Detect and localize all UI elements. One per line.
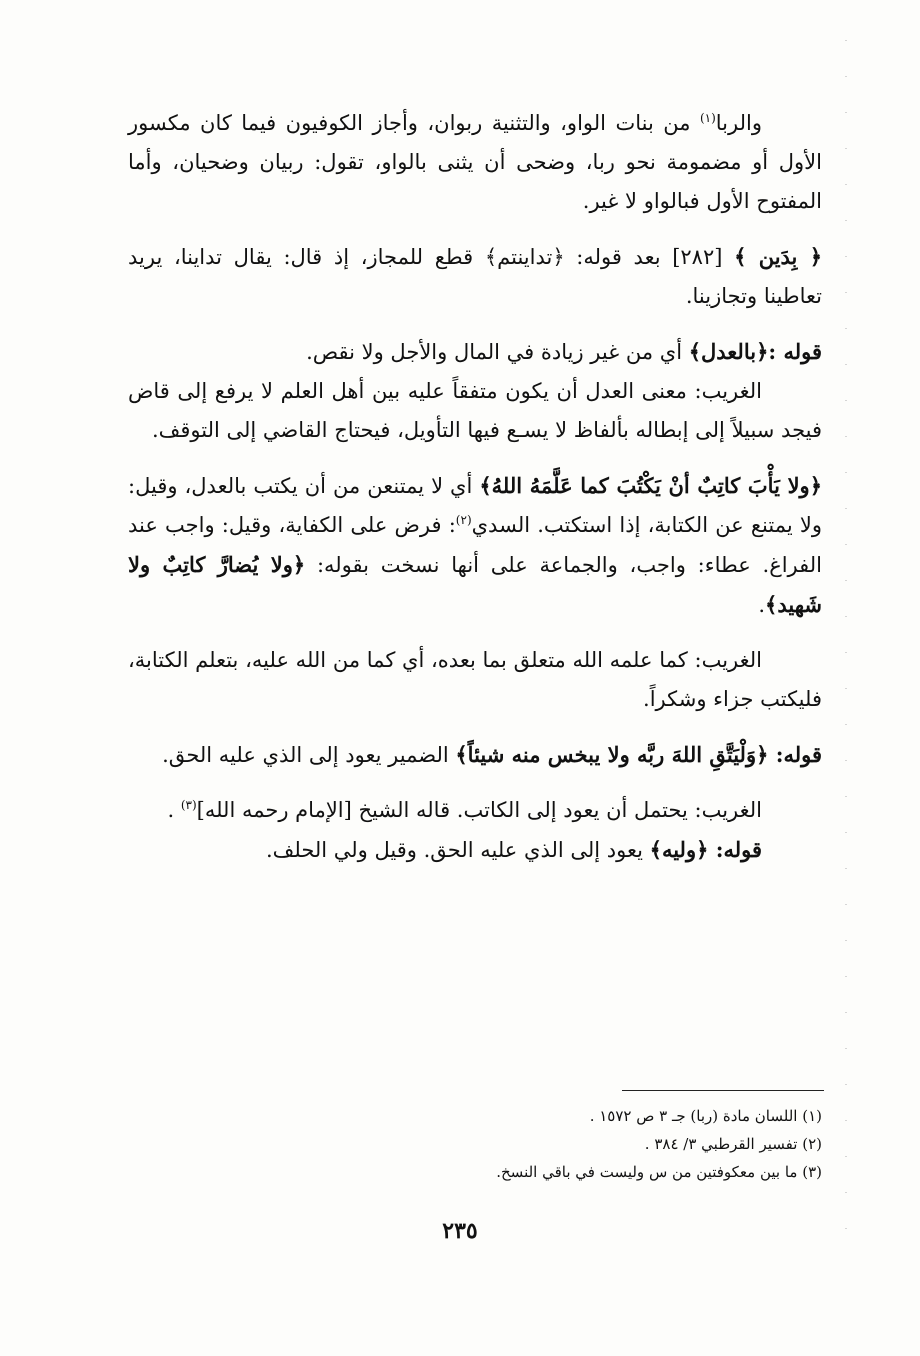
paragraph-end: . xyxy=(758,593,766,617)
footnote-3: (٣) ما بين معكوفتين من س وليست في باقي النسخ. xyxy=(496,1163,822,1181)
paragraph-gharib-allamahu xyxy=(128,641,822,719)
quran-quote: قوله: ﴿وليه﴾ xyxy=(649,837,762,862)
page-number: ٢٣٥ xyxy=(442,1218,478,1244)
riba-word: والربا xyxy=(715,111,762,135)
quran-quote: قوله: ﴿وَلْيَتَّقِ اللهَ ربَّه ولا يبخس منه شيئاً﴾ xyxy=(455,742,822,767)
paragraph-text: أي لا يمتنعن من أن يكتب بالعدل، وقيل: ولا يمتنع عن الكتابة، إذا استكتب. السدي xyxy=(128,474,822,537)
footnote-ref-2[interactable]: (٢) xyxy=(455,513,472,527)
paragraph-text: يعود إلى الذي عليه الحق. وقيل ولي الحلف. xyxy=(265,838,650,862)
paragraph-gharib-katib xyxy=(128,791,822,830)
footnote-2: (٢) تفسير القرطبي ٣/ ٣٨٤ . xyxy=(644,1135,822,1153)
paragraph-gharib-adl xyxy=(128,372,822,450)
paragraph-bil-adl xyxy=(128,332,822,372)
quran-quote: ﴿ولا يُضارَّ كاتِبٌ ولا شَهيد﴾ xyxy=(128,552,822,617)
footnote-ref-1[interactable]: (١) xyxy=(699,111,716,125)
footnote-1: (١) اللسان مادة (ربا) جـ ٣ ص ١٥٧٢ . xyxy=(589,1107,822,1125)
paragraph-end: . xyxy=(167,798,181,822)
paragraph-text: [٢٨٢] بعد قوله: ﴿تداينتم﴾ قطع للمجاز، إذ قال: يقال تداينا، يريد تعاطينا وتجازينا. xyxy=(128,245,822,308)
footnotes xyxy=(128,1102,822,1186)
quran-quote: ﴿ بِدَين ﴾ xyxy=(734,244,822,269)
paragraph-riba xyxy=(128,104,822,221)
quran-quote: ﴿ولا يَأْبَ كاتِبٌ أنْ يَكْتُبَ كما عَلَّمَهُ اللهُ﴾ xyxy=(479,473,822,498)
paragraph-text: أي من غير زيادة في المال والأجل ولا نقص. xyxy=(306,340,689,364)
paragraph-wala-yaba xyxy=(128,466,822,625)
footnote-ref-3[interactable]: (٣) xyxy=(180,798,197,812)
footnote-divider xyxy=(622,1090,824,1091)
main-text xyxy=(128,104,822,886)
paragraph-bidayn xyxy=(128,237,822,316)
paragraph-text: الضمير يعود إلى الذي عليه الحق. xyxy=(162,743,456,767)
paragraph-text: الغريب: يحتمل أن يعود إلى الكاتب. قاله الشيخ [الإمام رحمه الله] xyxy=(196,798,762,822)
paragraph-text: : فرض على الكفاية، وقيل: واجب عند الفراغ. عطاء: واجب، والجماعة على أنها نسخت بقوله: xyxy=(128,513,822,577)
paragraph-text: من بنات الواو، والتثنية ربوان، وأجاز الكوفيون فيما كان مكسور الأول أو مضمومة نحو ربا، وضحى أن يثنى بالواو، تقول: ربيان وضحيان، وأما المفتوح الأول فبالواو لا غير. xyxy=(128,111,822,213)
paragraph-text: الغريب: كما علمه الله متعلق بما بعده، أي كما من الله عليه، بتعلم الكتابة، فليكتب جزاء وشكراً. xyxy=(128,648,822,711)
paragraph-text: الغريب: معنى العدل أن يكون متفقاً عليه بين أهل العلم لا يرفع إلى قاض فيجد سبيلاً إلى إبطاله بألفاظ لا يسـع فيها التأويل، فيحتاج القاضي إلى التوقف. xyxy=(128,379,822,442)
quran-quote: قوله :﴿بالعدل﴾ xyxy=(688,339,822,364)
paragraph-waliyyuhu xyxy=(128,830,822,870)
margin-speckle xyxy=(845,40,847,1240)
paragraph-walyattaqi xyxy=(128,735,822,775)
